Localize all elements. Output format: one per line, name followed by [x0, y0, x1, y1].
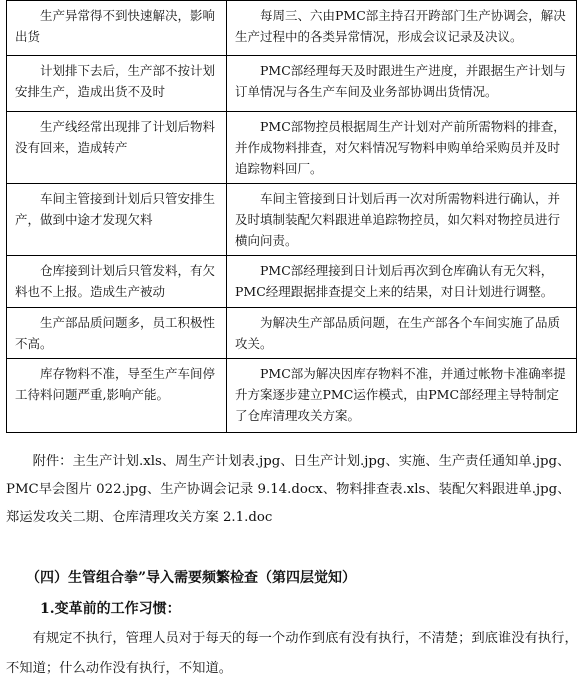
- table-row: [7, 112, 577, 184]
- problem-cell: 车间主管接到计划后只管安排生产，做到中途才发现欠料: [7, 184, 227, 256]
- section-heading: （四）生管组合拳”导入需要频繁检查（第四层觉知）: [26, 570, 357, 586]
- table-row: [7, 184, 577, 256]
- problem-cell: 仓库接到计划后只管发料，有欠料也不上报。造成生产被动: [7, 256, 227, 308]
- table-row: [7, 1, 577, 56]
- problem-cell: 生产部品质问题多，员工积极性不高。: [7, 308, 227, 359]
- table-row: [7, 359, 577, 433]
- solution-cell: PMC部经理接到日计划后再次到仓库确认有无欠料，PMC经理跟据排查提交上来的结果，对日计划进行调整。: [227, 256, 577, 308]
- sub-heading: 1.变革前的工作习惯：: [40, 601, 181, 617]
- solution-cell: PMC部物控员根据周生产计划对产前所需物料的排查，并作成物料排查，对欠料情况写物料申购单给采购员并及时追踪物料回厂。: [227, 112, 577, 184]
- solution-cell: PMC部经理每天及时跟进生产进度，并跟据生产计划与订单情况与各生产车间及业务部协调出货情况。: [227, 56, 577, 112]
- problem-cell: 库存物料不准，导至生产车间停工待料问题严重,影响产能。: [7, 359, 227, 433]
- issues-solutions-table: [6, 0, 577, 433]
- table-row: [7, 56, 577, 112]
- body-paragraph: 有规定不执行，管理人员对于每天的每一个动作到底有没有执行，不清楚；到底谁没有执行，不知道；什么动作没有执行，不知道。: [6, 631, 578, 676]
- solution-cell: PMC部为解决因库存物料不准，并通过帐物卡准确率提升方案逐步建立PMC运作模式，由PMC部经理主导特制定了仓库清理攻关方案。: [227, 359, 577, 433]
- solution-cell: 为解决生产部品质问题，在生产部各个车间实施了品质攻关。: [227, 308, 577, 359]
- table-row: [7, 256, 577, 308]
- solution-cell: 车间主管接到日计划后再一次对所需物料进行确认，并及时填制装配欠料跟进单追踪物控员，如欠料对物控员进行横向问责。: [227, 184, 577, 256]
- table-row: [7, 308, 577, 359]
- problem-cell: 生产线经常出现排了计划后物料没有回来，造成转产: [7, 112, 227, 184]
- attachments-paragraph: 附件：主生产计划.xls、周生产计划表.jpg、日生产计划.jpg、实施、生产责任通知单.jpg、PMC早会图片 022.jpg、生产协调会记录 9.14.docx、物料排查表.xls、装配欠料跟进单.jpg、郑运发攻关二期、仓库清理攻关方案 2.1.doc: [6, 454, 571, 525]
- problem-cell: 生产异常得不到快速解决，影响出货: [7, 1, 227, 56]
- solution-cell: 每周三、六由PMC部主持召开跨部门生产协调会，解决生产过程中的各类异常情况，形成会议记录及决议。: [227, 1, 577, 56]
- problem-cell: 计划排下去后，生产部不按计划安排生产，造成出货不及时: [7, 56, 227, 112]
